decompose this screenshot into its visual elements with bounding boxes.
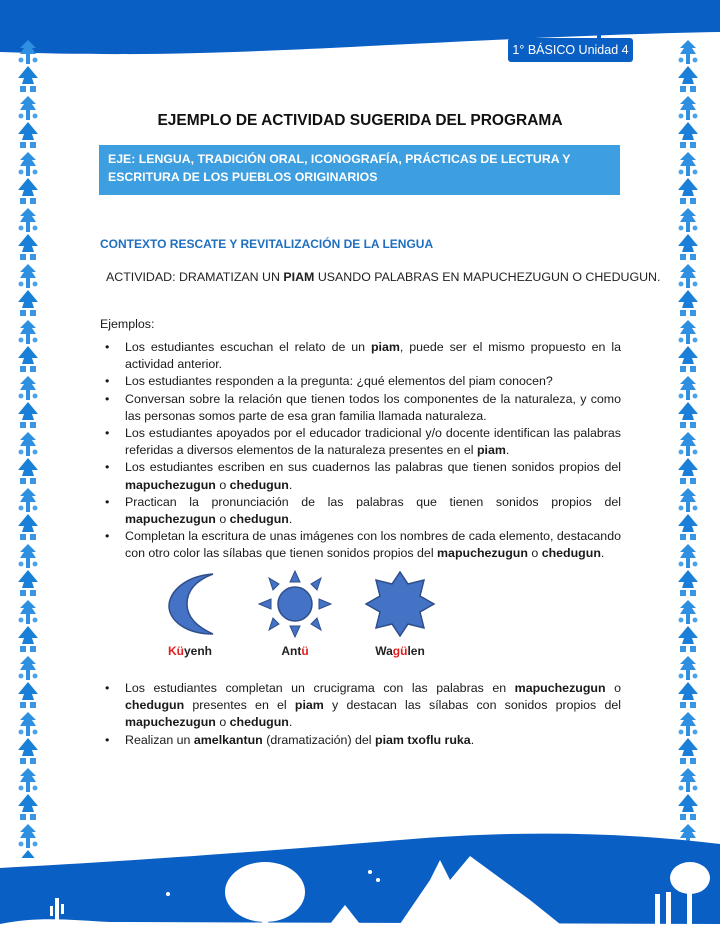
activity-suffix: USANDO PALABRAS EN MAPUCHEZUGUN O CHEDUGUN.: [314, 270, 661, 284]
unit-badge: 1° BÁSICO Unidad 4: [508, 38, 633, 62]
right-ornament-border-icon: [674, 38, 702, 858]
list-item: • Los estudiantes escuchan el relato de un piam, puede ser el mismo propuesto en la actividad anterior.: [100, 339, 621, 373]
figure-row: [140, 570, 450, 670]
examples-label: Ejemplos:: [100, 317, 155, 331]
section-heading: CONTEXTO RESCATE Y REVITALIZACIÓN DE LA LENGUA: [100, 237, 434, 251]
figure-moon: Küyenh: [140, 570, 240, 658]
list-item: • Los estudiantes apoyados por el educador tradicional y/o docente identifican las palabras referidas a diversos elementos de la naturaleza presentes en el piam.: [100, 425, 621, 459]
figure-sun: Antü: [245, 570, 345, 658]
moon-icon: [155, 570, 225, 638]
list-item: • Conversan sobre la relación que tienen todos los componentes de la naturaleza, y como las personas somos parte de esa gran familia llamada naturaleza.: [100, 391, 621, 425]
list-item: • Los estudiantes escriben en sus cuadernos las palabras que tienen sonidos propios del mapuchezugun o chedugun.: [100, 459, 621, 493]
examples-list: [100, 339, 621, 563]
page-title: EJEMPLO DE ACTIVIDAD SUGERIDA DEL PROGRAMA: [157, 112, 563, 129]
examples-list-continued: [100, 680, 621, 749]
list-item: • Practican la pronunciación de las palabras que tienen sonidos propios del mapuchezugun o chedugun.: [100, 494, 621, 528]
activity-line: [106, 270, 660, 284]
eje-banner: EJE: LENGUA, TRADICIÓN ORAL, ICONOGRAFÍA, PRÁCTICAS DE LECTURA Y ESCRITURA DE LOS PUEBLOS ORIGINARIOS: [99, 145, 620, 195]
figure-star: Wagülen: [350, 570, 450, 658]
star-icon: [364, 570, 436, 638]
list-item: • Completan la escritura de unas imágenes con los nombres de cada elemento, destacando con otro color las sílabas que tienen sonidos propios del mapuchezugun o chedugun.: [100, 528, 621, 562]
sun-icon: [257, 570, 333, 638]
list-item: • Realizan un amelkantun (dramatización) del piam txoflu ruka.: [100, 732, 621, 749]
left-ornament-border-icon: [14, 38, 42, 858]
activity-bold: PIAM: [283, 270, 315, 284]
list-item: • Los estudiantes responden a la pregunta: ¿qué elementos del piam conocen?: [100, 373, 621, 390]
bottom-landscape-banner: [0, 820, 720, 932]
list-item: • Los estudiantes completan un crucigrama con las palabras en mapuchezugun o chedugun presentes en el piam y destacan las sílabas con sonidos propios del mapuchezugun o chedugun.: [100, 680, 621, 732]
activity-prefix: ACTIVIDAD: DRAMATIZAN UN: [106, 270, 284, 284]
